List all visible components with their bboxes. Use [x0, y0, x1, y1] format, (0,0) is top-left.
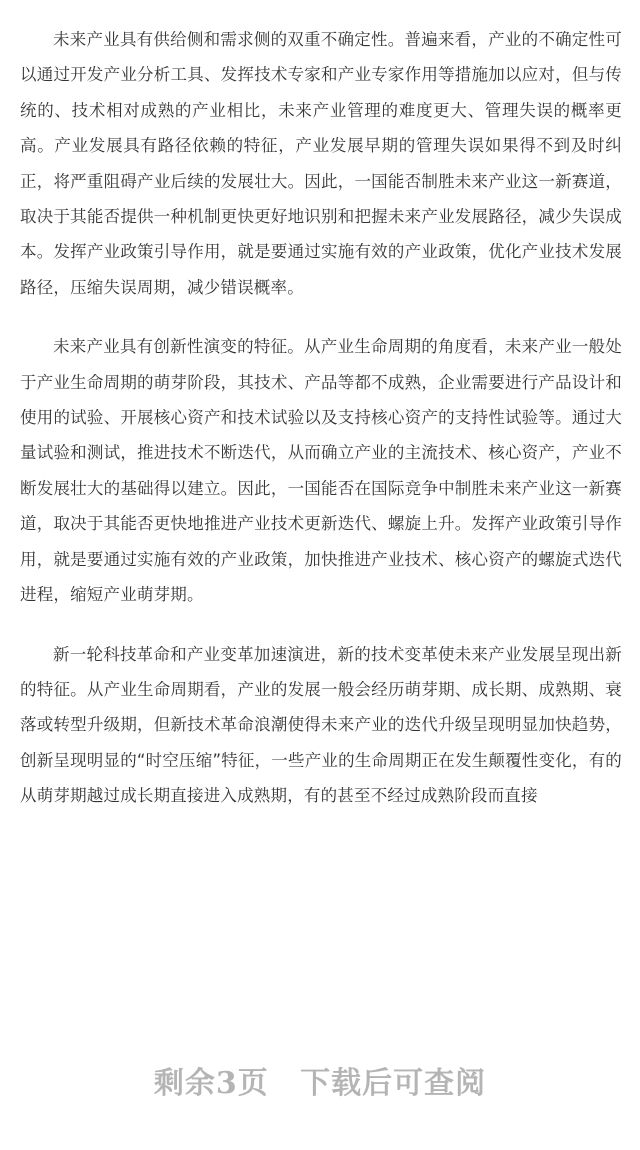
paragraph-3: 新一轮科技革命和产业变革加速演进，新的技术变革使未来产业发展呈现出新的特征。从产业生命周期看，产业的发展一般会经历萌芽期、成长期、成熟期、衰落或转型升级期，但新技术革命浪潮使得未来产业的迭代升级呈现明显加快趋势，创新呈现明显的“时空压缩”特征，一些产业的生命周期正在发生颠覆性变化，有的从萌芽期越过成长期直接进入成熟期，有的甚至不经过成熟阶段而直接	[20, 644, 622, 806]
paragraph-1: 未来产业具有供给侧和需求侧的双重不确定性。普遍来看，产业的不确定性可以通过开发产业分析工具、发挥技术专家和产业专家作用等措施加以应对，但与传统的、技术相对成熟的产业相比，未来产业管理的难度更大、管理失误的概率更高。产业发展具有路径依赖的特征，产业发展早期的管理失误如果得不到及时纠正，将严重阻碍产业后续的发展壮大。因此，一国能否制胜未来产业这一新赛道，取决于其能否提供一种机制更快更好地识别和把握未来产业发展路径，减少失误成本。发挥产业政策引导作用，就是要通过实施有效的产业政策，优化产业技术发展路径，压缩失误周期，减少错误概率。	[20, 30, 622, 297]
download-prompt-bar	[0, 1058, 640, 1102]
paragraph-2: 未来产业具有创新性演变的特征。从产业生命周期的角度看，未来产业一般处于产业生命周期的萌芽阶段，其技术、产品等都不成熟，企业需要进行产品设计和使用的试验、开展核心资产和技术试验以及支持核心资产的支持性试验等。通过大量试验和测试，推进技术不断迭代，从而确立产业的主流技术、核心资产，产业不断发展壮大的基础得以建立。因此，一国能否在国际竞争中制胜未来产业这一新赛道，取决于其能否更快地推进产业技术更新迭代、螺旋上升。发挥产业政策引导作用，就是要通过实施有效的产业政策，加快推进产业技术、核心资产的螺旋式迭代进程，缩短产业萌芽期。	[20, 337, 622, 605]
remaining-pages-download-link[interactable]: 剩余3页 下载后可查阅	[153, 1066, 487, 1101]
document-body	[20, 22, 622, 814]
